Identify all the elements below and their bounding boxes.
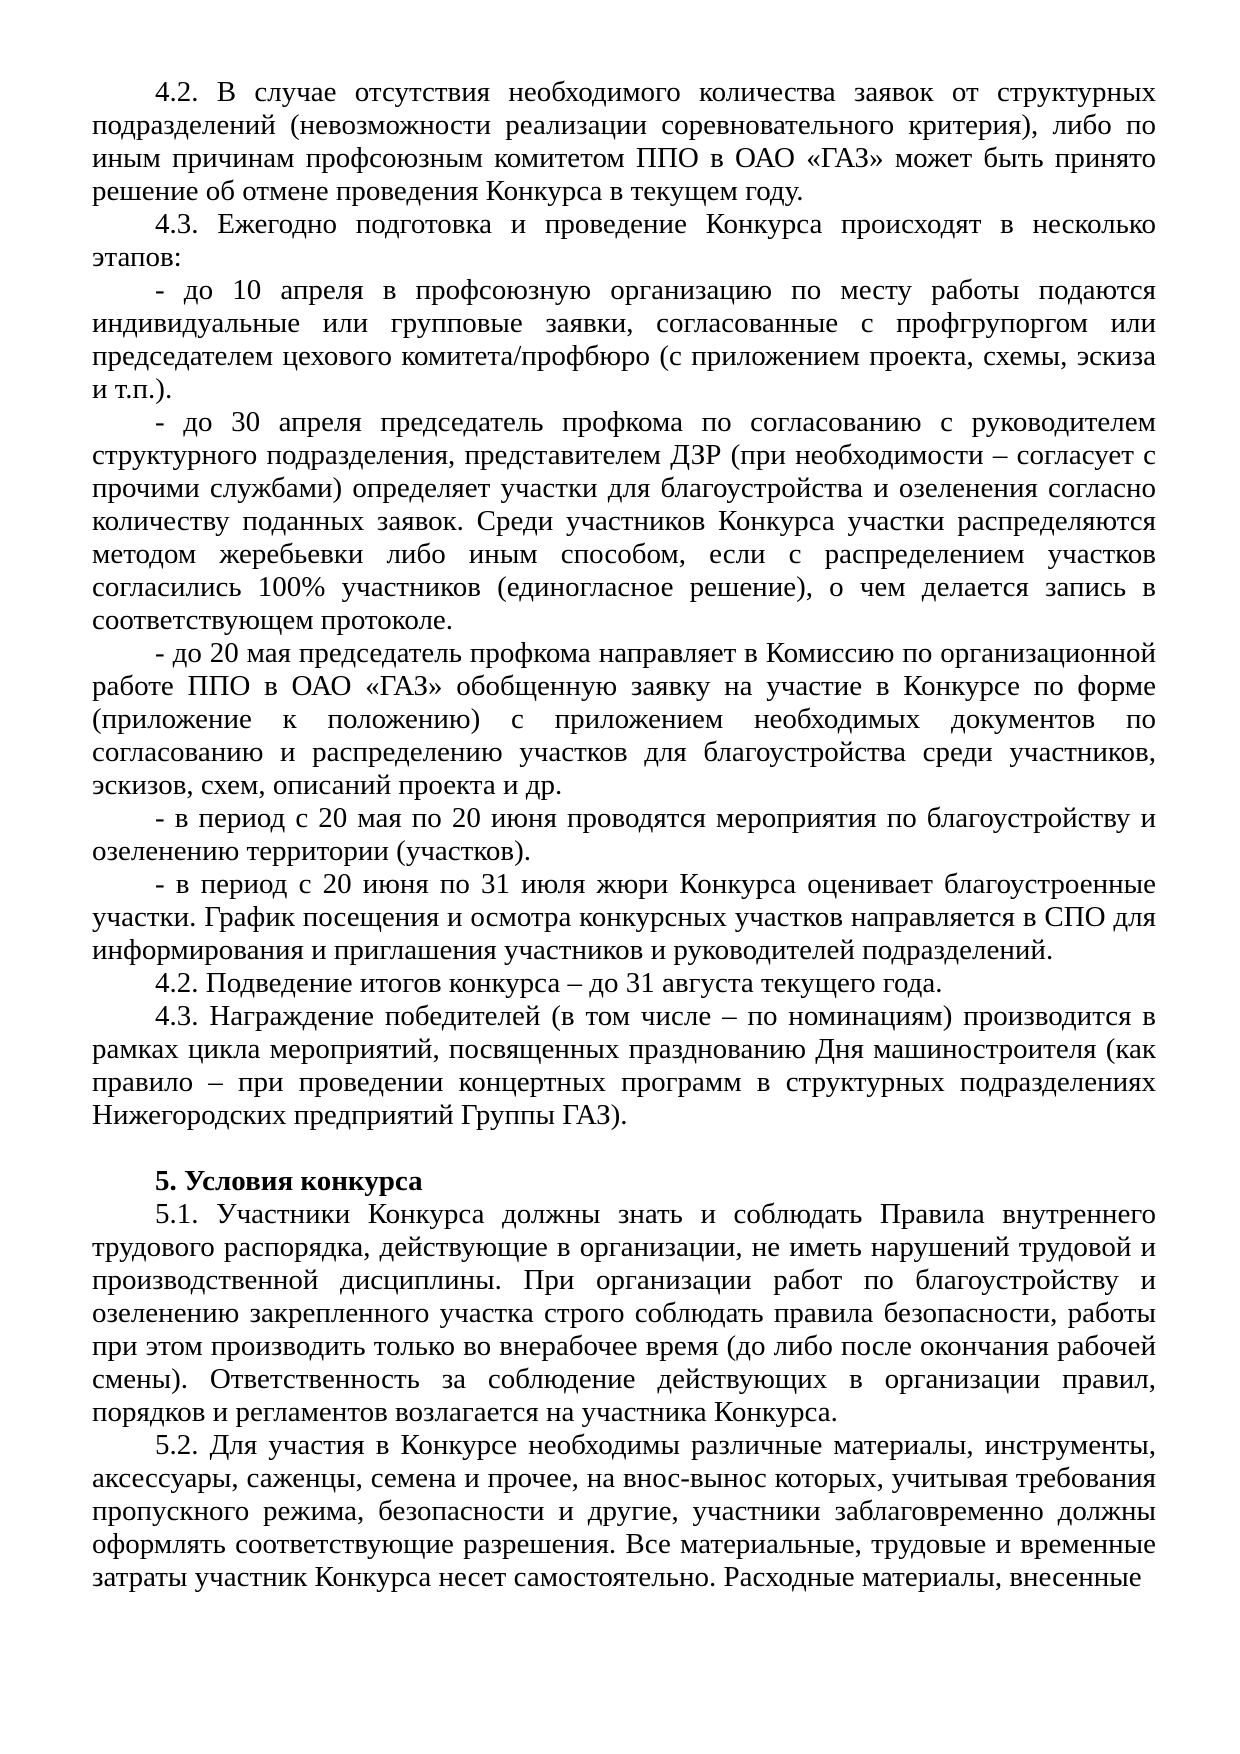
stage-item-april-10: - до 10 апреля в профсоюзную организацию по месту работы подаются индивидуальные или групповые заявки, согласованные с профгрупоргом или председателем цехового комитета/профбюро (с приложением проекта, схемы, эскиза и т.п.). (92, 274, 1156, 405)
stage-item-may-20: - до 20 мая председатель профкома направляет в Комиссию по организационной работе ППО в ОАО «ГАЗ» обобщенную заявку на участие в Конкурсе по форме (приложение к положению) с приложением необходимых документов по согласованию и распределению участков для благоустройства среди участников, эскизов, схем, описаний проекта и др. (92, 637, 1156, 801)
stage-item-may-june: - в период с 20 мая по 20 июня проводятся мероприятия по благоустройству и озеленению территории (участков). (92, 802, 1156, 867)
clause-5-1-rules: 5.1. Участники Конкурса должны знать и соблюдать Правила внутреннего трудового распорядка, действующие в организации, не иметь нарушений трудовой и производственной дисциплины. При организации работ по благоустройству и озеленению закрепленного участка строго соблюдать правила безопасности, работы при этом производить только во внерабочее время (до либо после окончания рабочей смены). Ответственность за соблюдение действующих в организации правил, порядков и регламентов возлагается на участника Конкурса. (92, 1198, 1156, 1428)
clause-4-2-results: 4.2. Подведение итогов конкурса – до 31 августа текущего года. (155, 967, 943, 999)
stage-item-june-july: - в период с 20 июня по 31 июля жюри Конкурса оценивает благоустроенные участки. График посещения и осмотра конкурсных участков направляется в СПО для информирования и приглашения участников и руководителей подразделений. (92, 868, 1156, 966)
stage-item-april-30: - до 30 апреля председатель профкома по согласованию с руководителем структурного подразделения, представителем ДЗР (при необходимости – согласует с прочими службами) определяет участки для благоустройства и озеленения согласно количеству поданных заявок. Среди участников Конкурса участки распределяются методом жеребьевки либо иным способом, если с распределением участков согласились 100% участников (единогласное решение), о чем делается запись в соответствующем протоколе. (92, 406, 1156, 636)
clause-4-3-awards: 4.3. Награждение победителей (в том числе – по номинациям) производится в рамках цикла мероприятий, посвященных празднованию Дня машиностроителя (как правило – при проведении концертных программ в структурных подразделениях Нижегородских предприятий Группы ГАЗ). (92, 1000, 1156, 1131)
section-heading-5: 5. Условия конкурса (155, 1165, 423, 1197)
clause-4-3-stages-intro: 4.3. Ежегодно подготовка и проведение Конкурса происходят в несколько этапов: (92, 208, 1156, 273)
clause-5-2-materials: 5.2. Для участия в Конкурсе необходимы различные материалы, инструменты, аксессуары, саженцы, семена и прочее, на внос-вынос которых, учитывая требования пропускного режима, безопасности и другие, участники заблаговременно должны оформлять соответствующие разрешения. Все материальные, трудовые и временные затраты участник Конкурса несет самостоятельно. Расходные материалы, внесенные (92, 1429, 1156, 1593)
clause-4-2-cancellation: 4.2. В случае отсутствия необходимого количества заявок от структурных подразделений (невозможности реализации соревновательного критерия), либо по иным причинам профсоюзным комитетом ППО в ОАО «ГАЗ» может быть принято решение об отмене проведения Конкурса в текущем году. (92, 76, 1156, 207)
